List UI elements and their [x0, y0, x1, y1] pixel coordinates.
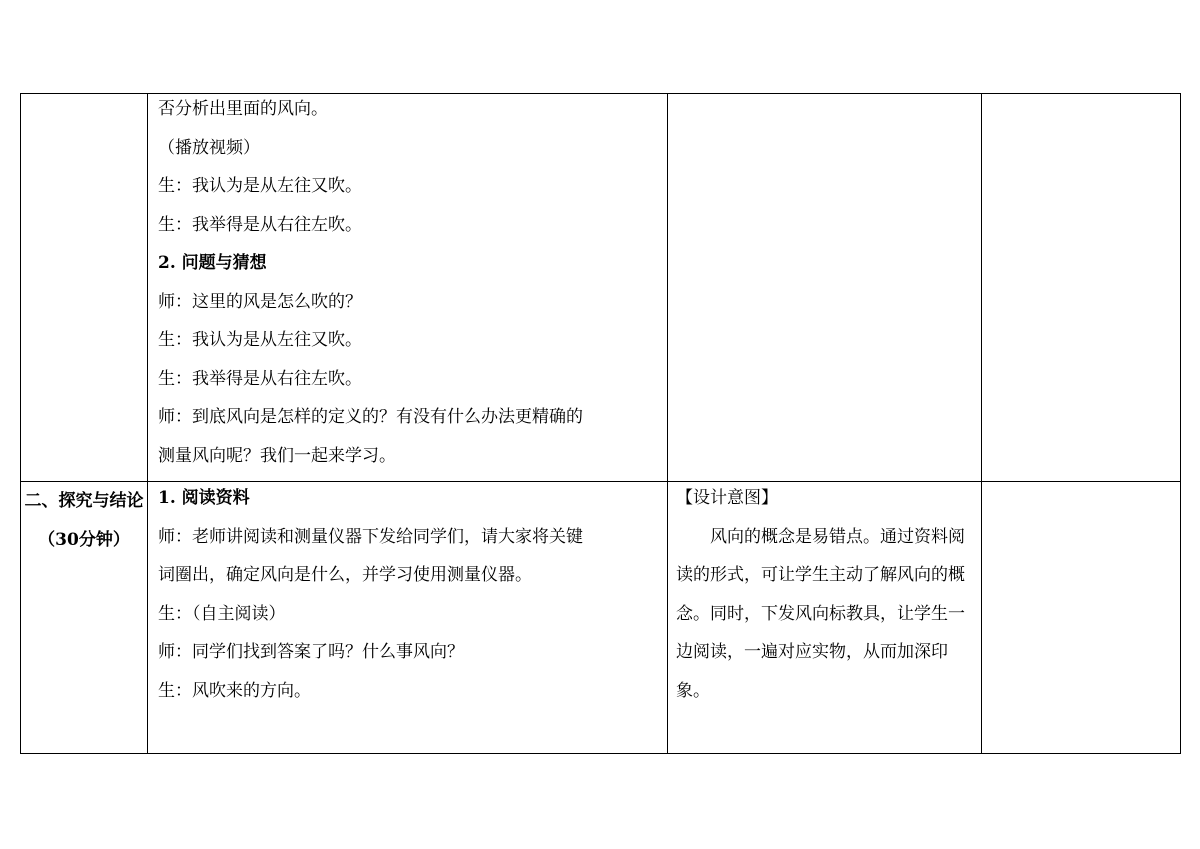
dialogue-line: 生：我举得是从右往左吹。: [158, 214, 362, 235]
section-heading: 2. 问题与猜想: [158, 253, 267, 273]
design-intent-heading: 【设计意图】: [676, 488, 778, 508]
teaching-process-text: [148, 479, 667, 710]
teaching-process-cell: [148, 482, 668, 754]
dialogue-line: 师：到底风向是怎样的定义的？有没有什么办法更精确的: [158, 407, 583, 427]
dialogue-line: 生：我认为是从左往又吹。: [158, 330, 362, 350]
stage-label: 二、探究与结论（30分钟）: [24, 491, 144, 550]
dialogue-line: （播放视频）: [158, 137, 260, 158]
design-intent-text: 风向的概念是易错点。通过资料阅读的形式，可让学生主动了解风向的概念。同时，下发风向标教具，让学生一边阅读，一遍对应实物，从而加深印象。: [676, 526, 965, 701]
stage-cell: [21, 482, 148, 754]
design-intent-cell: [668, 94, 982, 482]
teaching-process-cell: [148, 94, 668, 482]
notes-cell: [982, 482, 1181, 754]
dialogue-line: 师：老师讲阅读和测量仪器下发给同学们，请大家将关键: [158, 526, 583, 547]
dialogue-line: 师：同学们找到答案了吗？什么事风向？: [158, 642, 464, 662]
dialogue-line: 生：我举得是从右往左吹。: [158, 368, 362, 389]
table-row: [21, 94, 1181, 482]
table-row: [21, 482, 1181, 754]
dialogue-line: 生：风吹来的方向。: [158, 680, 311, 701]
dialogue-line: 否分析出里面的风向。: [158, 99, 328, 119]
section-heading: 1. 阅读资料: [158, 488, 250, 508]
dialogue-line: 生：（自主阅读）: [158, 603, 286, 624]
teaching-process-text: [148, 90, 667, 475]
dialogue-line: 词圈出，确定风向是什么，并学习使用测量仪器。: [158, 565, 532, 585]
notes-cell: [982, 94, 1181, 482]
dialogue-line: 测量风向呢？我们一起来学习。: [158, 445, 396, 466]
lesson-plan-table: [20, 93, 1181, 754]
dialogue-line: 生：我认为是从左往又吹。: [158, 176, 362, 196]
design-intent-cell: [668, 482, 982, 754]
dialogue-line: 师：这里的风是怎么吹的？: [158, 291, 362, 312]
stage-cell: [21, 94, 148, 482]
